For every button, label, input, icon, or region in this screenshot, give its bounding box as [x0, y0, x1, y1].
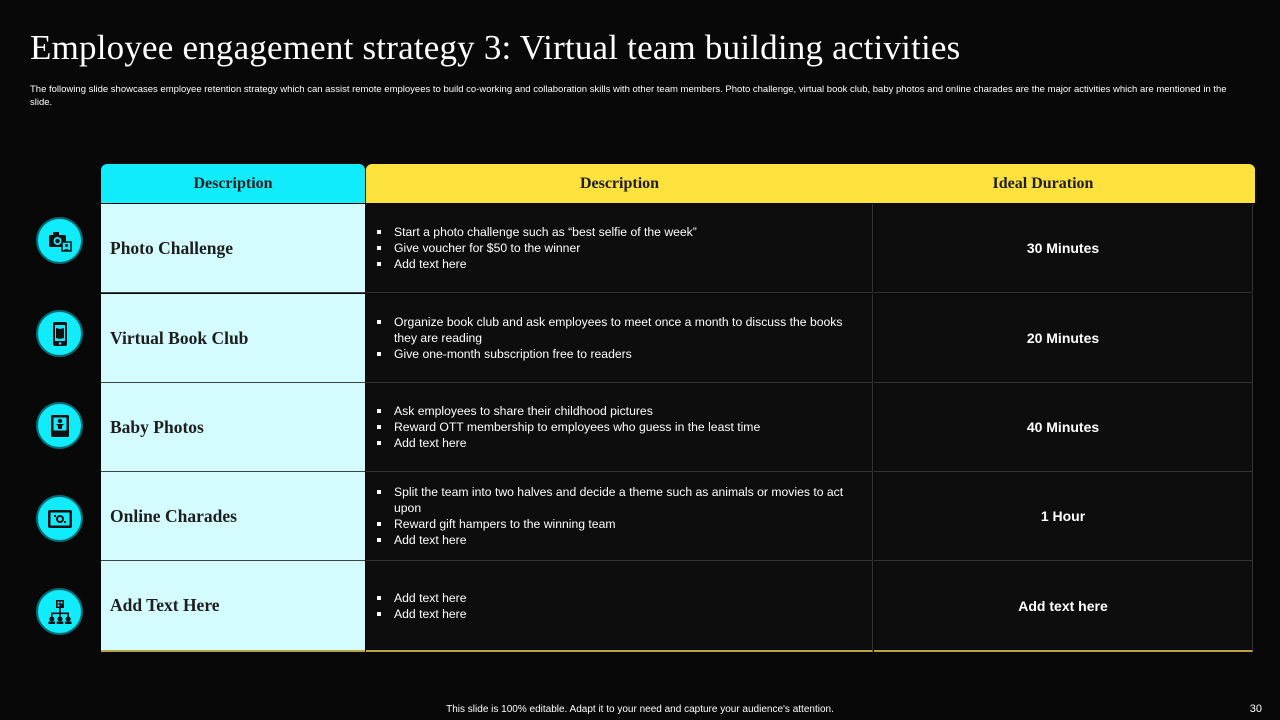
bullet-item: Add text here	[376, 606, 467, 622]
header-label: Description	[193, 174, 273, 192]
bullet-item: Give one-month subscription free to readers	[376, 346, 862, 362]
row-label: Virtual Book Club	[101, 294, 365, 383]
video-screen-icon	[36, 495, 83, 542]
bullet-item: Organize book club and ask employees to meet once a month to discuss the books they are reading	[376, 314, 862, 346]
table-row	[101, 383, 1253, 472]
bullet-list	[376, 403, 760, 451]
row-duration: Add text here	[874, 561, 1253, 652]
row-duration: 40 Minutes	[874, 383, 1253, 472]
row-duration: 1 Hour	[874, 472, 1253, 561]
row-label: Add Text Here	[101, 561, 365, 652]
bullet-item: Add text here	[376, 590, 467, 606]
bullet-item: Add text here	[376, 256, 697, 272]
bullet-list	[376, 224, 697, 272]
bullet-list	[376, 484, 862, 548]
row-duration: 30 Minutes	[874, 204, 1253, 293]
row-duration: 20 Minutes	[874, 294, 1253, 383]
row-description	[366, 294, 873, 383]
bullet-item: Ask employees to share their childhood pictures	[376, 403, 760, 419]
page-number: 30	[1249, 703, 1262, 715]
bullet-item: Start a photo challenge such as “best selfie of the week”	[376, 224, 697, 240]
row-description	[366, 204, 873, 293]
header-description-left	[101, 164, 365, 203]
baby-icon	[36, 402, 83, 449]
row-label: Online Charades	[101, 472, 365, 561]
slide-title: Employee engagement strategy 3: Virtual team building activities	[30, 28, 961, 67]
bullet-item: Reward gift hampers to the winning team	[376, 516, 862, 532]
header-right	[366, 164, 1255, 203]
table-row	[101, 561, 1253, 652]
row-description	[366, 472, 873, 561]
bullet-list	[376, 590, 467, 622]
row-label: Photo Challenge	[101, 204, 365, 293]
footer-note: This slide is 100% editable. Adapt it to your need and capture your audience's attention.	[446, 704, 834, 715]
header-ideal-duration: Ideal Duration	[992, 174, 1094, 192]
ebook-tablet-icon	[36, 310, 83, 357]
bullet-item: Add text here	[376, 532, 862, 548]
header-description: Description	[579, 174, 660, 192]
bullet-item: Reward OTT membership to employees who guess in the least time	[376, 419, 760, 435]
org-chart-icon	[36, 588, 83, 635]
bullet-item: Split the team into two halves and decide a theme such as animals or movies to act upon	[376, 484, 862, 516]
table-row	[101, 204, 1253, 293]
row-description	[366, 383, 873, 472]
bullet-item: Add text here	[376, 435, 760, 451]
table-row	[101, 294, 1253, 383]
row-description	[366, 561, 873, 652]
slide-subtitle: The following slide showcases employee retention strategy which can assist remote employees to build co-working and collaboration skills with other team members. Photo challenge, virtual book club, baby photos and online charades are the major activities which are mentioned in the slide.	[30, 84, 1227, 108]
bullet-item: Give voucher for $50 to the winner	[376, 240, 697, 256]
camera-photo-icon	[36, 217, 83, 264]
bullet-list	[376, 314, 862, 362]
row-label: Baby Photos	[101, 383, 365, 472]
table-row	[101, 472, 1253, 561]
